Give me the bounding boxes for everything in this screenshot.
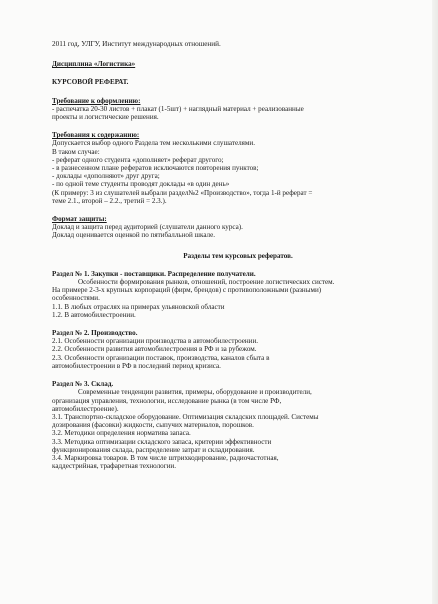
section3-line: 3.2. Методики определения норматива запаса.: [52, 429, 191, 438]
section3-title: Раздел № 3. Склад.: [52, 380, 114, 389]
content-req-line: - по одной теме студенты проводят доклады «в один день»: [52, 180, 230, 189]
section3-line: Современные тенденции развития, примеры, оборудование и производители,: [78, 388, 312, 397]
defense-title: Формат защиты:: [52, 215, 107, 224]
content-req-title: Требования к содержанию:: [52, 131, 140, 140]
section1-line: особенностями.: [52, 294, 100, 303]
section3-line: организация управления, технологии, исследование рынка (в том числе РФ,: [52, 396, 282, 405]
section2-title: Раздел № 2. Производство.: [52, 329, 138, 338]
section3-line: 3.4. Маркировка товаров. В том числе штрихкодирование, радиочастотная,: [52, 453, 279, 462]
section2-line: автомобилестроении в РФ в последний период кризиса.: [52, 361, 221, 370]
section2-line: 2.3. Особенности организации поставок, производства, каналов сбыта в: [52, 353, 270, 362]
content-req-line: - в разнесенном плане рефератов исключаются повторения пунктов;: [52, 164, 259, 173]
content-req-line: - доклады «дополняют» друг друга;: [52, 172, 160, 181]
scan-edge: [432, 0, 438, 604]
content-req-line: - реферат одного студента «дополняет» реферат другого;: [52, 155, 224, 164]
sections-title: Разделы тем курсовых рефератов.: [183, 251, 293, 260]
section1-line: Особенности формирования рынков, отношений, построение логистических систем.: [78, 278, 335, 287]
section1-line: 1.1. В любых отраслях на примерах ульяновской области: [52, 302, 225, 311]
discipline-title: Дисциплина «Логистика»: [52, 60, 136, 69]
defense-line: Доклад и защита перед аудиторией (слушатели данного курса).: [52, 223, 243, 232]
section1-line: На примере 2-3-х крупных корпораций (фирм, брендов) с противоположными (разными): [52, 286, 322, 295]
section3-line: функционирования склада, распределение затрат и складирования.: [52, 445, 255, 454]
section1-title: Раздел № 1. Закупки - поставщики. Распределение получатели.: [52, 269, 256, 278]
section3-line: 3.1. Транспортно-складское оборудование. Оптимизация складских площадей. Системы: [52, 412, 319, 421]
section1-line: 1.2. В автомобилестроении.: [52, 310, 136, 319]
section2-line: 2.2. Особенности развития автомобилестроения в РФ и за рубежом.: [52, 345, 257, 354]
section3-line: 3.3. Методика оптимизации складского запаса, критерии эффективности: [52, 437, 272, 446]
section2-line: 2.1. Особенности организации производства в автомобилестроении.: [52, 337, 259, 346]
header-line: 2011 год, УЛГУ, Институт международных отношений.: [52, 40, 221, 48]
formatting-title: Требование к оформлению:: [52, 96, 141, 105]
section3-line: автомобилестроение).: [52, 404, 119, 413]
content-req-line: (К примеру: 3 из слушателей выбрали раздел№2 «Производство», тогда 1-й реферат =: [52, 188, 313, 197]
document-content: [52, 40, 424, 470]
section3-line: каддестрийная, трафаретная технологии.: [52, 462, 176, 471]
content-req-line: теме 2.1., второй – 2.2., третий = 2.3.).: [52, 196, 167, 205]
formatting-line: - распечатка 20-30 листов + плакат (1-5шт) + наглядный материал + реализованные: [52, 104, 304, 113]
document-title: КУРСОВОЙ РЕФЕРАТ.: [52, 78, 129, 87]
section3-line: дозирования (фасовки) жидкости, сыпучих материалов, порошков.: [52, 421, 254, 430]
content-req-line: Допускается выбор одного Раздела тем несколькими слушателями.: [52, 139, 255, 148]
formatting-line: проекты и логистические решения.: [52, 113, 159, 122]
defense-line: Доклад оценивается оценкой по пятибалльной шкале.: [52, 231, 215, 240]
content-req-line: В таком случае:: [52, 147, 100, 156]
